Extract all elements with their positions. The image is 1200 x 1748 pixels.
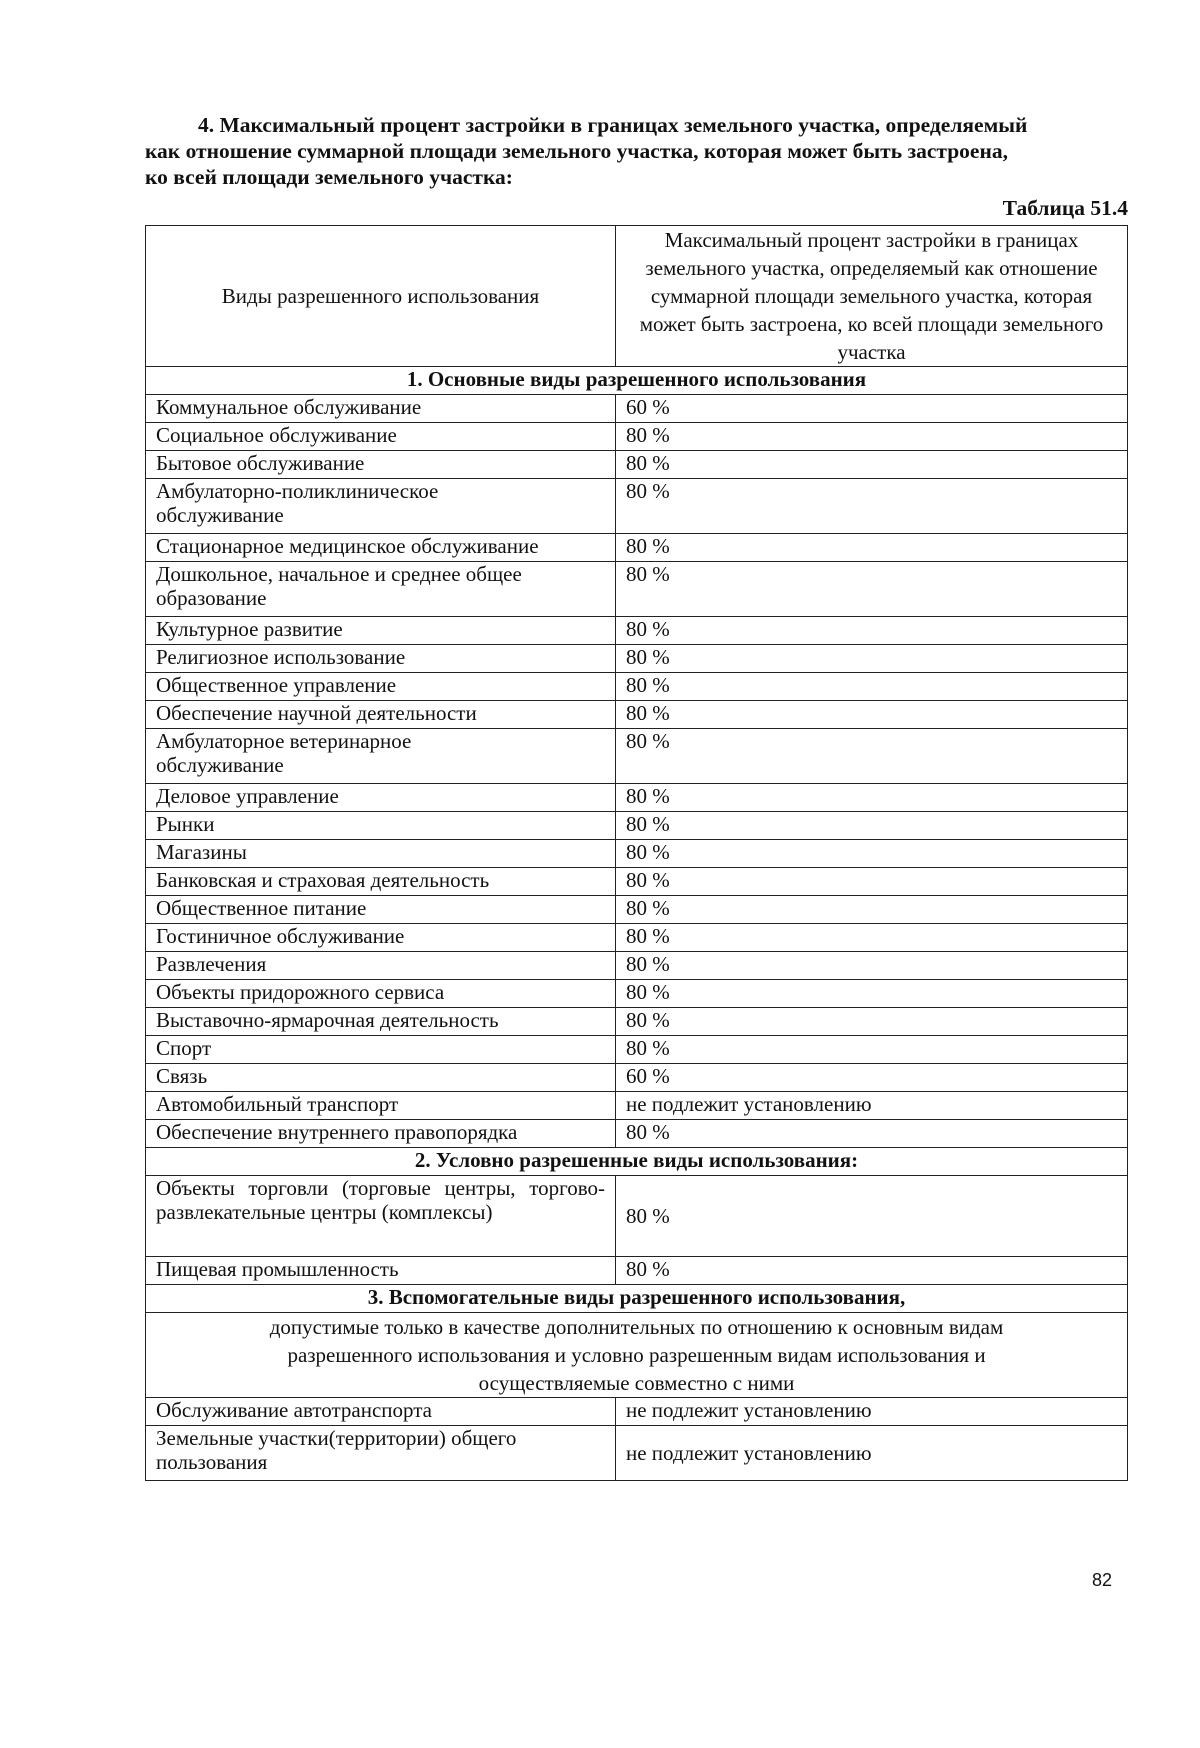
use-cell: Связь (146, 1064, 616, 1092)
use-cell: Автомобильный транспорт (146, 1092, 616, 1120)
table-header-row (146, 226, 1128, 367)
use-cell: Амбулаторно-поликлиническое обслуживание (146, 479, 616, 534)
use-cell: Гостиничное обслуживание (146, 924, 616, 952)
header-left-cell: Виды разрешенного использования (146, 226, 616, 367)
percent-cell: 80 % (616, 1008, 1128, 1036)
heading-line-2: как отношение суммарной площади земельного участка, которая может быть застроена, (145, 139, 1008, 163)
table-row (146, 896, 1128, 924)
use-cell: Спорт (146, 1036, 616, 1064)
percent-cell: 80 % (616, 952, 1128, 980)
percent-cell: 80 % (616, 924, 1128, 952)
percent-cell: 60 % (616, 395, 1128, 423)
use-cell: Пищевая промышленность (146, 1257, 616, 1285)
building-percent-table (145, 225, 1128, 1481)
table-row (146, 1176, 1128, 1257)
percent-cell: 80 % (616, 896, 1128, 924)
percent-cell: 80 % (616, 562, 1128, 617)
percent-cell: 80 % (616, 479, 1128, 534)
use-cell: Культурное развитие (146, 617, 616, 645)
percent-cell: не подлежит установлению (616, 1398, 1128, 1426)
table-row (146, 395, 1128, 423)
table-row (146, 1036, 1128, 1064)
table-row (146, 1064, 1128, 1092)
section-1-title: 1. Основные виды разрешенного использования (146, 367, 1128, 395)
table-row (146, 1008, 1128, 1036)
table-row (146, 479, 1128, 534)
table-row (146, 617, 1128, 645)
use-cell: Стационарное медицинское обслуживание (146, 534, 616, 562)
use-cell: Земельные участки(территории) общего пользования (146, 1426, 616, 1481)
percent-cell: 80 % (616, 673, 1128, 701)
heading-line-1: 4. Максимальный процент застройки в границах земельного участка, определяемый (198, 113, 1028, 137)
page-number: 82 (1091, 1570, 1112, 1590)
percent-cell: 80 % (616, 534, 1128, 562)
section-3-title: 3. Вспомогательные виды разрешенного использования, (146, 1285, 1128, 1313)
table-row (146, 534, 1128, 562)
use-cell: Обеспечение внутреннего правопорядка (146, 1120, 616, 1148)
table-row (146, 1398, 1128, 1426)
table-row (146, 1120, 1128, 1148)
use-cell: Религиозное использование (146, 645, 616, 673)
table-caption: Таблица 51.4 (1002, 196, 1128, 220)
table-row (146, 840, 1128, 868)
use-cell: Магазины (146, 840, 616, 868)
percent-cell: 80 % (616, 784, 1128, 812)
section-2-title: 2. Условно разрешенные виды использования: (146, 1148, 1128, 1176)
table-row (146, 562, 1128, 617)
table-row (146, 980, 1128, 1008)
percent-cell: 80 % (616, 423, 1128, 451)
percent-cell: 80 % (616, 617, 1128, 645)
table-row (146, 952, 1128, 980)
table-row (146, 673, 1128, 701)
use-cell: Социальное обслуживание (146, 423, 616, 451)
table-row (146, 701, 1128, 729)
percent-cell: 80 % (616, 729, 1128, 784)
table-row (146, 423, 1128, 451)
table-row (146, 924, 1128, 952)
section-3-row (146, 1285, 1128, 1313)
use-cell: Обслуживание автотранспорта (146, 1398, 616, 1426)
percent-cell: 80 % (616, 701, 1128, 729)
use-cell: Обеспечение научной деятельности (146, 701, 616, 729)
percent-cell: 80 % (616, 980, 1128, 1008)
use-cell: Деловое управление (146, 784, 616, 812)
table-row (146, 812, 1128, 840)
percent-cell: 80 % (616, 1176, 1128, 1257)
percent-cell: 80 % (616, 1120, 1128, 1148)
use-cell: Общественное питание (146, 896, 616, 924)
table-row (146, 729, 1128, 784)
table-row (146, 784, 1128, 812)
table-row (146, 645, 1128, 673)
use-cell: Рынки (146, 812, 616, 840)
use-cell: Банковская и страховая деятельность (146, 868, 616, 896)
percent-cell: 80 % (616, 812, 1128, 840)
use-cell: Бытовое обслуживание (146, 451, 616, 479)
use-cell: Коммунальное обслуживание (146, 395, 616, 423)
header-right-cell: Максимальный процент застройки в границах земельного участка, определяемый как отношение суммарной площади земельного участка, которая может быть застроена, ко всей площади земельного участка (616, 226, 1128, 367)
use-cell: Общественное управление (146, 673, 616, 701)
table-row (146, 868, 1128, 896)
percent-cell: 80 % (616, 451, 1128, 479)
use-cell: Объекты придорожного сервиса (146, 980, 616, 1008)
use-cell: Развлечения (146, 952, 616, 980)
percent-cell: 80 % (616, 840, 1128, 868)
table-row (146, 1426, 1128, 1481)
table-row (146, 451, 1128, 479)
use-cell: Объекты торговли (торговые центры, торгово-развлекательные центры (комплексы) (146, 1176, 616, 1257)
use-cell: Дошкольное, начальное и среднее общее образование (146, 562, 616, 617)
section-3-note-row (146, 1313, 1128, 1398)
table-row (146, 1092, 1128, 1120)
section-1-row (146, 367, 1128, 395)
use-cell: Выставочно-ярмарочная деятельность (146, 1008, 616, 1036)
heading-line-3: ко всей площади земельного участка: (145, 165, 513, 189)
percent-cell: 80 % (616, 645, 1128, 673)
table-row (146, 1257, 1128, 1285)
percent-cell: 80 % (616, 868, 1128, 896)
use-cell: Амбулаторное ветеринарное обслуживание (146, 729, 616, 784)
percent-cell: не подлежит установлению (616, 1092, 1128, 1120)
percent-cell: 80 % (616, 1036, 1128, 1064)
section-3-note: допустимые только в качестве дополнительных по отношению к основным видам разрешенного использования и условно разрешенным видам использования и осуществляемые совместно с ними (146, 1313, 1128, 1398)
section-heading (145, 112, 1127, 190)
percent-cell: не подлежит установлению (616, 1426, 1128, 1481)
section-2-row (146, 1148, 1128, 1176)
percent-cell: 80 % (616, 1257, 1128, 1285)
percent-cell: 60 % (616, 1064, 1128, 1092)
